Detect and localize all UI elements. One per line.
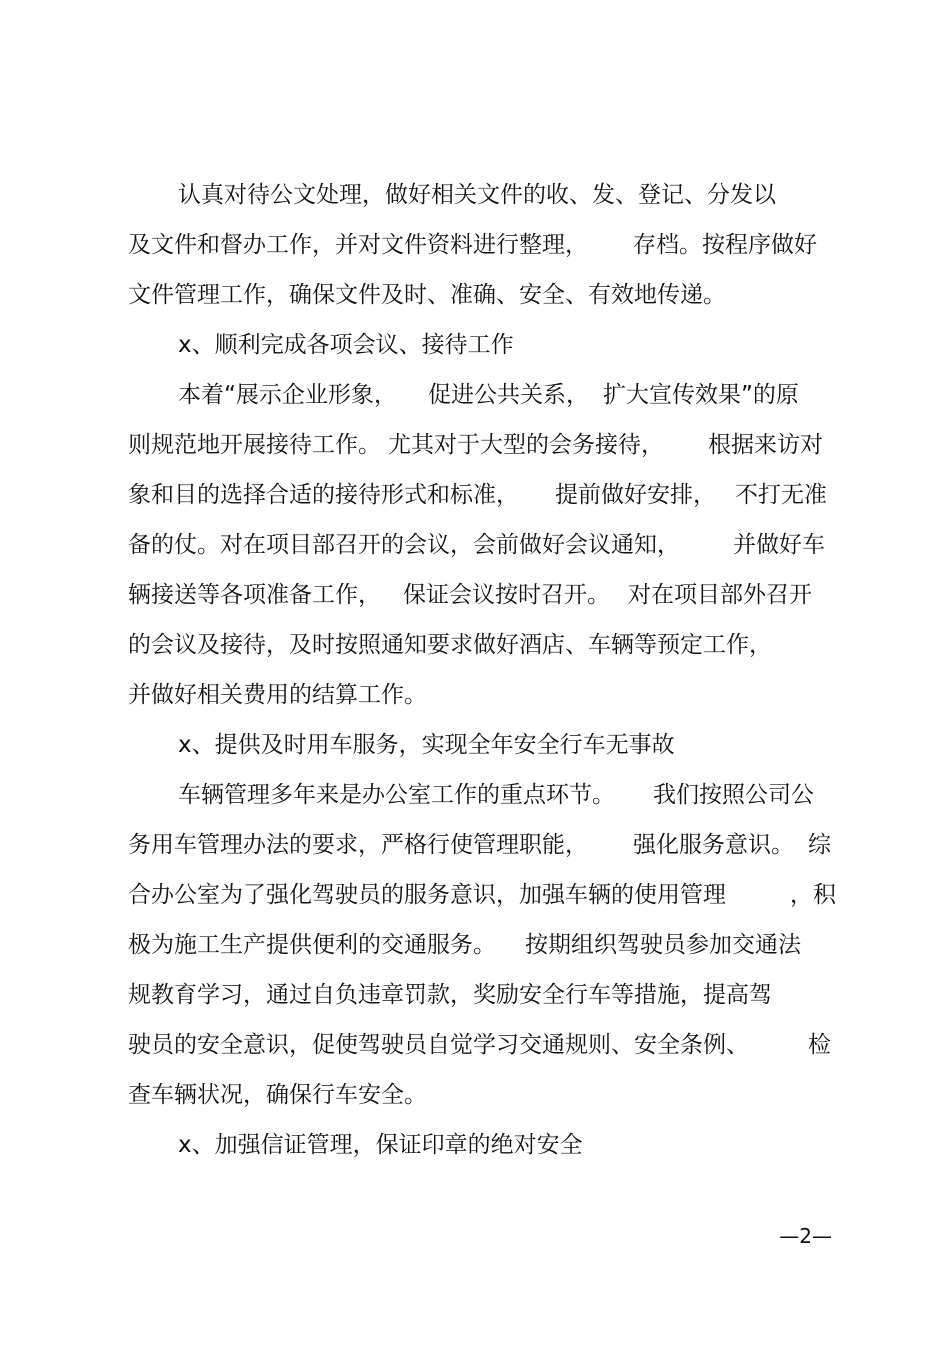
text-line: 驶员的安全意识，促使驾驶员自觉学习交通规则、安全条例、 — [128, 1032, 749, 1058]
text-line: 尤其对于大型的会务接待， — [388, 432, 664, 458]
text-line: 综 — [808, 832, 831, 858]
text-line: ，积 — [790, 882, 836, 908]
text-line: 辆接送等各项准备工作， — [128, 582, 381, 608]
text-line: 我们按照公司公 — [653, 782, 814, 808]
text-line: 查车辆状况，确保行车安全。 — [128, 1082, 427, 1108]
section-heading: x、加强信证管理，保证印章的绝对安全 — [178, 1132, 583, 1158]
text-line: 存档。按程序做好 — [633, 232, 817, 258]
text-line: 检 — [808, 1032, 831, 1058]
text-line: 认真对待公文处理，做好相关文件的收、发、登记、分发以 — [178, 182, 776, 208]
text-line: 极为施工生产提供便利的交通服务。 — [128, 932, 496, 958]
text-line: 对在项目部外召开 — [628, 582, 812, 608]
text-line: 按期组织驾驶员参加交通法 — [525, 932, 801, 958]
text-line: 提前做好安排， — [555, 482, 716, 508]
text-line: 则规范地开展接待工作。 — [128, 432, 381, 458]
text-line: 的会议及接待，及时按照通知要求做好酒店、车辆等预定工作， — [128, 632, 772, 658]
text-line: 不打无准 — [735, 482, 827, 508]
text-line: 根据来访对 — [708, 432, 823, 458]
text-line: 促进公共关系， — [428, 382, 589, 408]
text-line: 及文件和督办工作，并对文件资料进行整理， — [128, 232, 588, 258]
text-line: 备的仗。对在项目部召开的会议，会前做好会议通知， — [128, 532, 680, 558]
text-line: 务用车管理办法的要求，严格行使管理职能， — [128, 832, 588, 858]
page-number: —2— — [779, 1224, 832, 1248]
text-line: 文件管理工作，确保文件及时、准确、安全、有效地传递。 — [128, 282, 726, 308]
text-line: 象和目的选择合适的接待形式和标准， — [128, 482, 519, 508]
text-line: 保证会议按时召开。 — [403, 582, 610, 608]
text-line: 扩大宣传效果”的原 — [603, 382, 799, 408]
text-line: 车辆管理多年来是办公室工作的重点环节。 — [178, 782, 615, 808]
section-heading: x、顺利完成各项会议、接待工作 — [178, 332, 514, 358]
text-line: 合办公室为了强化驾驶员的服务意识，加强车辆的使用管理 — [128, 882, 726, 908]
text-line: 规教育学习，通过自负违章罚款，奖励安全行车等措施，提高驾 — [128, 982, 772, 1008]
text-line: 并做好相关费用的结算工作。 — [128, 682, 427, 708]
text-line: 本着“展示企业形象， — [178, 382, 397, 408]
section-heading: x、提供及时用车服务，实现全年安全行车无事故 — [178, 732, 675, 758]
text-line: 并做好车 — [733, 532, 825, 558]
text-line: 强化服务意识。 — [633, 832, 794, 858]
